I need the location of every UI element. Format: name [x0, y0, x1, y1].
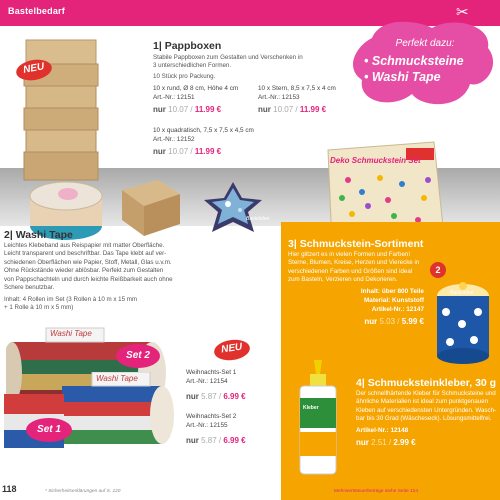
footer-note-right: Mehrwertsteuerbeträge siehe Seite 124 — [334, 489, 418, 494]
candle-jar-image — [428, 272, 498, 376]
candle-caption: Bastelidee — [450, 290, 474, 296]
neu-badge: NEU — [15, 57, 54, 83]
number-badge: 2 — [430, 262, 446, 278]
callout-item-washi: • Washi Tape — [364, 70, 441, 84]
washi-heading: 2| Washi Tape — [4, 229, 73, 241]
price-round: nur 10.07 / 11.99 € — [153, 105, 222, 114]
pappboxen-heading: 1| Pappboxen — [153, 40, 222, 52]
square-box-image — [118, 172, 184, 238]
schmuckstein-specs: Inhalt: über 800 Teile Material: Kunststoff Artikel-Nr.: 12147 nur 5.03 / 5.99 € — [330, 287, 424, 326]
schmuckstein-desc: Hier glitzert es in vielen Formen und Farben! Sterne, Blumen, Kreise, Herzen und Vierecke in verschiedenen Farben und Größen sind ideal zum Basteln, Verzieren und Dekorieren. — [288, 251, 420, 284]
kleber-specs: Artikel-Nr.: 12148 nur 2.51 / 2.99 € — [356, 426, 420, 447]
schmuckstein-heading: 3| Schmuckstein-Sortiment — [288, 238, 424, 250]
variant-square: 10 x quadratisch, 7,5 x 7,5 x 4,5 cm Art.-Nr.: 12152 nur 10.07 / 11.99 € — [153, 127, 254, 156]
price-star: nur 10.07 / 11.99 € — [258, 105, 327, 114]
price-square: nur 10.07 / 11.99 € — [153, 147, 222, 156]
star-box-image — [198, 180, 268, 236]
price-kleber: nur 2.51 / 2.99 € — [356, 438, 416, 447]
price-set2: nur 5.87 / 6.99 € — [186, 436, 246, 445]
tape-brand-1: Washi Tape — [50, 329, 92, 338]
washi-set-2: Weihnachts-Set 2 Art.-Nr.: 12155 nur 5.87 / 6.99 € — [186, 413, 246, 445]
callout-item-schmucksteine: • Schmucksteine — [364, 54, 464, 68]
variant-star: 10 x Stern, 8,5 x 7,5 x 4 cm Art.-Nr.: 12153 nur 10.07 / 11.99 € — [258, 85, 336, 114]
page-number: 118 — [2, 484, 17, 494]
price-set1: nur 5.87 / 6.99 € — [186, 392, 246, 401]
washi-inhalt: Inhalt: 4 Rollen im Set (3 Rollen à 10 m x 15 mm + 1 Rolle à 10 m x 5 mm) — [4, 296, 138, 312]
washi-desc: Leichtes Klebeband aus Reispapier mit matter Oberfläche. Leicht transparent und beschriftbar. Das Tape klebt auf ver- schiedenen Oberflächen wie Papier, Stoff, Metall, Glas u.v.m. Ohne Rückstände wieder ablösbar. Perfekt zum Gestalten von Pappschachteln und durch leichte Reißbarkeit auch ohne Schere benutzbar. — [4, 242, 173, 292]
kleber-heading: 4| Schmucksteinkleber, 30 g — [356, 377, 497, 389]
callout-hint: Perfekt dazu: — [395, 38, 455, 49]
price-schmuckstein: nur 5.03 / 5.99 € — [364, 317, 424, 326]
pappboxen-caption: Bastelidee — [246, 216, 270, 222]
set2-tag: Set 2 — [116, 344, 160, 368]
scissors-icon: ✂ — [456, 4, 469, 21]
bottle-label: Kleber — [303, 405, 319, 411]
section-title: Bastelbedarf — [8, 6, 65, 16]
glue-bottle-image — [288, 358, 348, 480]
washi-set-1: Weihnachts-Set 1 Art.-Nr.: 12154 nur 5.87 / 6.99 € — [186, 369, 246, 401]
variant-round: 10 x rund, Ø 8 cm, Höhe 4 cm Art.-Nr.: 12151 nur 10.07 / 11.99 € — [153, 85, 239, 114]
footnote: * Sicherheitserklärungen auf S. 120 — [45, 489, 121, 494]
neu-badge-washi: NEU — [213, 338, 251, 363]
box-stack-image — [18, 36, 104, 184]
kleber-desc: Der schnellhärtende Kleber für Schmucksteine und ähnliche Materialien ist ideal zum punktgenauen Kleben auf verschiedensten Untergründen. Wasch- bar bis 30 Grad (Wäscheseck). Lösungsmittelfrei. — [356, 390, 497, 423]
pappboxen-desc: Stabile Pappboxen zum Gestalten und Verschenken in 3 unterschiedlichen Formen. 10 Stück pro Packung. — [153, 54, 303, 80]
pack-label: Deko Schmuckstein Set — [330, 156, 421, 165]
tape-brand-2: Washi Tape — [96, 374, 138, 383]
set1-tag: Set 1 — [26, 418, 72, 442]
